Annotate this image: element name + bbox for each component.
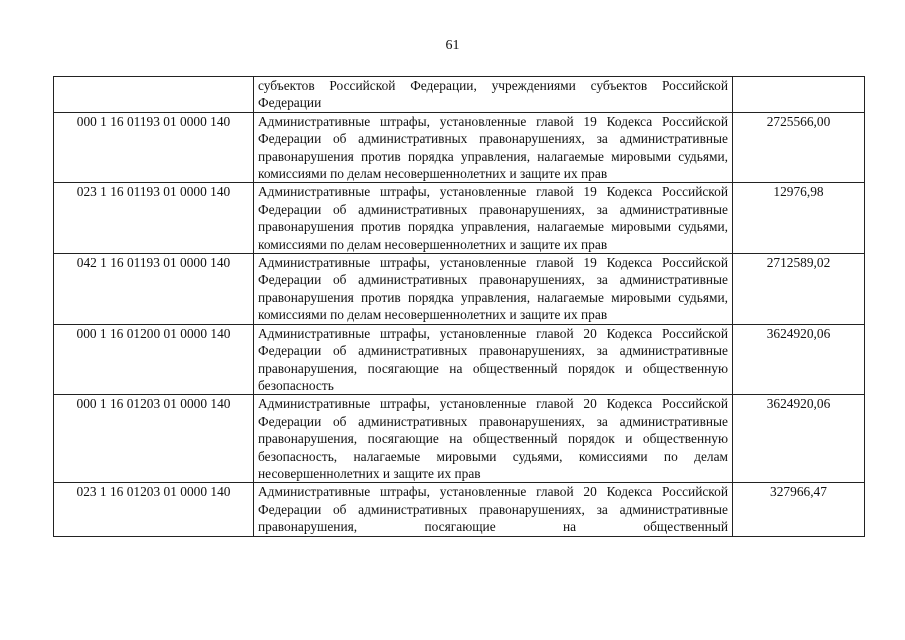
page-number: 61 (445, 38, 460, 53)
amount-cell: 3624920,06 (733, 395, 865, 483)
budget-code-cell: 023 1 16 01193 01 0000 140 (54, 183, 254, 254)
description-cell: субъектов Российской Федерации, учреждениями субъектов Российской Федерации (254, 77, 733, 113)
description-cell: Административные штрафы, установленные главой 19 Кодекса Российской Федерации об административных правонарушениях, за административные правонарушения против порядка управления, налагаемые мировыми судьями, комиссиями по делам несовершеннолетних и защите их прав (254, 254, 733, 325)
amount-cell (733, 77, 865, 113)
amount-cell: 3624920,06 (733, 324, 865, 395)
revenue-table (53, 76, 865, 537)
amount-cell: 12976,98 (733, 183, 865, 254)
table-row (54, 77, 865, 113)
table-row (54, 254, 865, 325)
description-cell: Административные штрафы, установленные главой 20 Кодекса Российской Федерации об административных правонарушениях, за административные правонарушения, посягающие на общественный порядок и общественную безопасность (254, 324, 733, 395)
budget-code-cell: 000 1 16 01203 01 0000 140 (54, 395, 254, 483)
amount-cell: 2725566,00 (733, 112, 865, 183)
description-cell: Административные штрафы, установленные главой 19 Кодекса Российской Федерации об административных правонарушениях, за административные правонарушения против порядка управления, налагаемые мировыми судьями, комиссиями по делам несовершеннолетних и защите их прав (254, 183, 733, 254)
description-cell: Административные штрафы, установленные главой 19 Кодекса Российской Федерации об административных правонарушениях, за административные правонарушения против порядка управления, налагаемые мировыми судьями, комиссиями по делам несовершеннолетних и защите их прав (254, 112, 733, 183)
description-cell: Административные штрафы, установленные главой 20 Кодекса Российской Федерации об административных правонарушениях, за административные правонарушения, посягающие на общественный порядок и общественную безопасность, налагаемые мировыми судьями, комиссиями по делам несовершеннолетних и защите их прав (254, 395, 733, 483)
budget-code-cell: 023 1 16 01203 01 0000 140 (54, 483, 254, 536)
table-row (54, 395, 865, 483)
table-row (54, 483, 865, 536)
description-cell: Административные штрафы, установленные главой 20 Кодекса Российской Федерации об административных правонарушениях, за административные правонарушения, посягающие на общественный (254, 483, 733, 536)
table-row (54, 112, 865, 183)
budget-code-cell: 000 1 16 01193 01 0000 140 (54, 112, 254, 183)
budget-code-cell (54, 77, 254, 113)
budget-code-cell: 042 1 16 01193 01 0000 140 (54, 254, 254, 325)
table-row (54, 324, 865, 395)
budget-code-cell: 000 1 16 01200 01 0000 140 (54, 324, 254, 395)
table-row (54, 183, 865, 254)
amount-cell: 2712589,02 (733, 254, 865, 325)
amount-cell: 327966,47 (733, 483, 865, 536)
